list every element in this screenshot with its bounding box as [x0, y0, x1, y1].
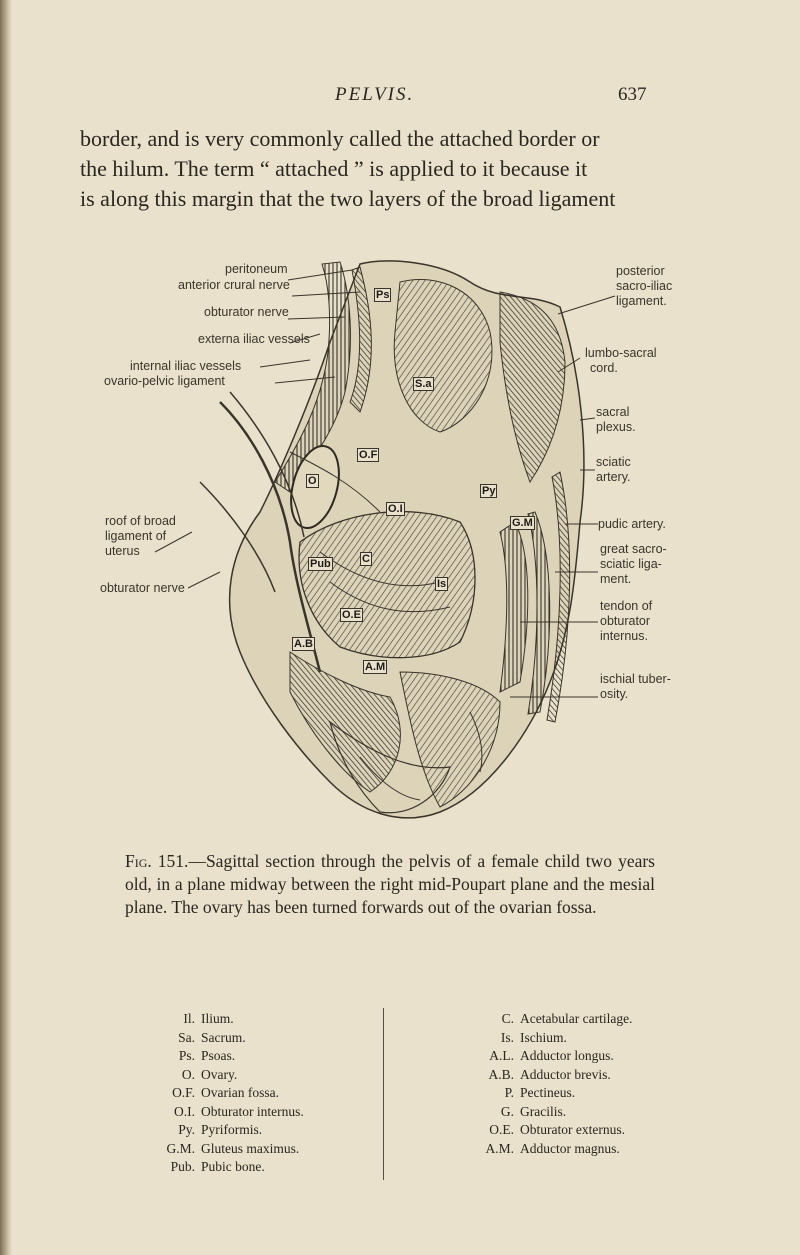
- figure-caption: [125, 850, 655, 919]
- label-sciatic: sciatic: [596, 455, 631, 469]
- legend-row: A.B. Adductor brevis.: [488, 1066, 611, 1082]
- legend-row: Is. Ischium.: [500, 1029, 567, 1045]
- legend-row: C. Acetabular cartilage.: [501, 1011, 633, 1026]
- label-roof-broad-3: uterus: [105, 544, 140, 558]
- region-ab: A.B: [294, 638, 313, 650]
- label-obturator-nerve-bottom: obturator nerve: [100, 581, 185, 595]
- legend-left: [155, 1010, 304, 1177]
- label-ovario-pelvic-ligament: ovario-pelvic ligament: [104, 374, 225, 388]
- legend-row: O.I. Obturator internus.: [174, 1103, 304, 1119]
- region-o: O: [308, 475, 317, 487]
- body-line: the hilum. The term “ attached ” is applied to it because it: [80, 156, 588, 181]
- body-text: [80, 124, 690, 214]
- label-pudic-artery: pudic artery.: [598, 517, 666, 531]
- label-ischial-tuber: ischial tuber-: [600, 672, 671, 686]
- label-lumbo-sacral: lumbo-sacral: [585, 346, 657, 360]
- label-roof-broad-1: roof of broad: [105, 514, 176, 528]
- label-artery: artery.: [596, 470, 631, 484]
- region-py: Py: [482, 485, 496, 497]
- label-ment: ment.: [600, 572, 632, 586]
- caption-text: —Sagittal section through the pelvis of a female child two years old, in a plane midway between the right mid-Poupart plane and the mesial plane. The ovary has been turned forwards out of the ovarian fossa.: [125, 851, 655, 917]
- region-oe: O.E: [342, 609, 361, 621]
- label-posterior: posterior: [616, 264, 665, 278]
- page-number: 637: [618, 84, 647, 105]
- region-am: A.M: [365, 661, 386, 673]
- region-is: Is: [437, 578, 447, 590]
- figure-number: Fig. 151.: [125, 851, 189, 871]
- label-ligament: ligament.: [616, 294, 667, 308]
- label-internal-iliac-vessels: internal iliac vessels: [130, 359, 242, 373]
- legend-divider: [383, 1008, 384, 1180]
- legend-row: A.L. Adductor longus.: [489, 1048, 614, 1063]
- label-externa-iliac-vessels: externa iliac vessels: [198, 332, 310, 346]
- region-pub: Pub: [310, 558, 331, 570]
- label-tendon-of: tendon of: [600, 599, 653, 613]
- label-obturator-nerve-top: obturator nerve: [204, 305, 289, 319]
- label-anterior-crural-nerve: anterior crural nerve: [178, 278, 290, 292]
- body-line: border, and is very commonly called the attached border or: [80, 126, 600, 151]
- legend-row: O.F. Ovarian fossa.: [172, 1085, 279, 1100]
- legend-row: G.M. Gluteus maximus.: [166, 1140, 300, 1156]
- legend-row: Py. Pyriformis.: [178, 1122, 263, 1137]
- region-c: C: [362, 553, 370, 565]
- legend-row: O.E. Obturator externus.: [489, 1122, 625, 1137]
- legend-row: Ps. Psoas.: [178, 1048, 236, 1063]
- label-sciatic-liga: sciatic liga-: [600, 557, 662, 571]
- region-oi: O.I: [388, 503, 403, 515]
- label-plexus: plexus.: [596, 420, 636, 434]
- legend-row: G. Gracilis.: [500, 1103, 567, 1119]
- legend-row: O. Ovary.: [181, 1066, 238, 1082]
- label-osity: osity.: [600, 687, 629, 701]
- region-gm: G.M: [512, 517, 533, 529]
- label-cord: cord.: [590, 361, 618, 375]
- label-sacral: sacral: [596, 405, 630, 419]
- page-edge: [0, 0, 12, 1255]
- label-peritoneum: peritoneum: [225, 262, 288, 276]
- legend-row: Pub. Pubic bone.: [170, 1159, 265, 1174]
- region-of: O.F: [359, 449, 378, 461]
- region-sa: S.a: [415, 378, 432, 390]
- body-line: is along this margin that the two layers of the broad ligament: [80, 186, 616, 211]
- legend-row: A.M. Adductor magnus.: [485, 1140, 620, 1156]
- running-head: PELVIS.: [335, 84, 415, 105]
- label-roof-broad-2: ligament of: [105, 529, 167, 543]
- legend-row: Sa. Sacrum.: [178, 1029, 246, 1045]
- legend-right: [470, 1010, 632, 1158]
- legend-row: P. Pectineus.: [504, 1085, 576, 1100]
- label-internus: internus.: [600, 629, 648, 643]
- legend-row: Il. Ilium.: [183, 1011, 234, 1026]
- label-sacro-iliac: sacro-iliac: [616, 279, 673, 293]
- anatomical-figure: [60, 252, 720, 844]
- label-obturator: obturator: [600, 614, 651, 628]
- label-great-sacro: great sacro-: [600, 542, 667, 556]
- region-ps: Ps: [376, 289, 390, 301]
